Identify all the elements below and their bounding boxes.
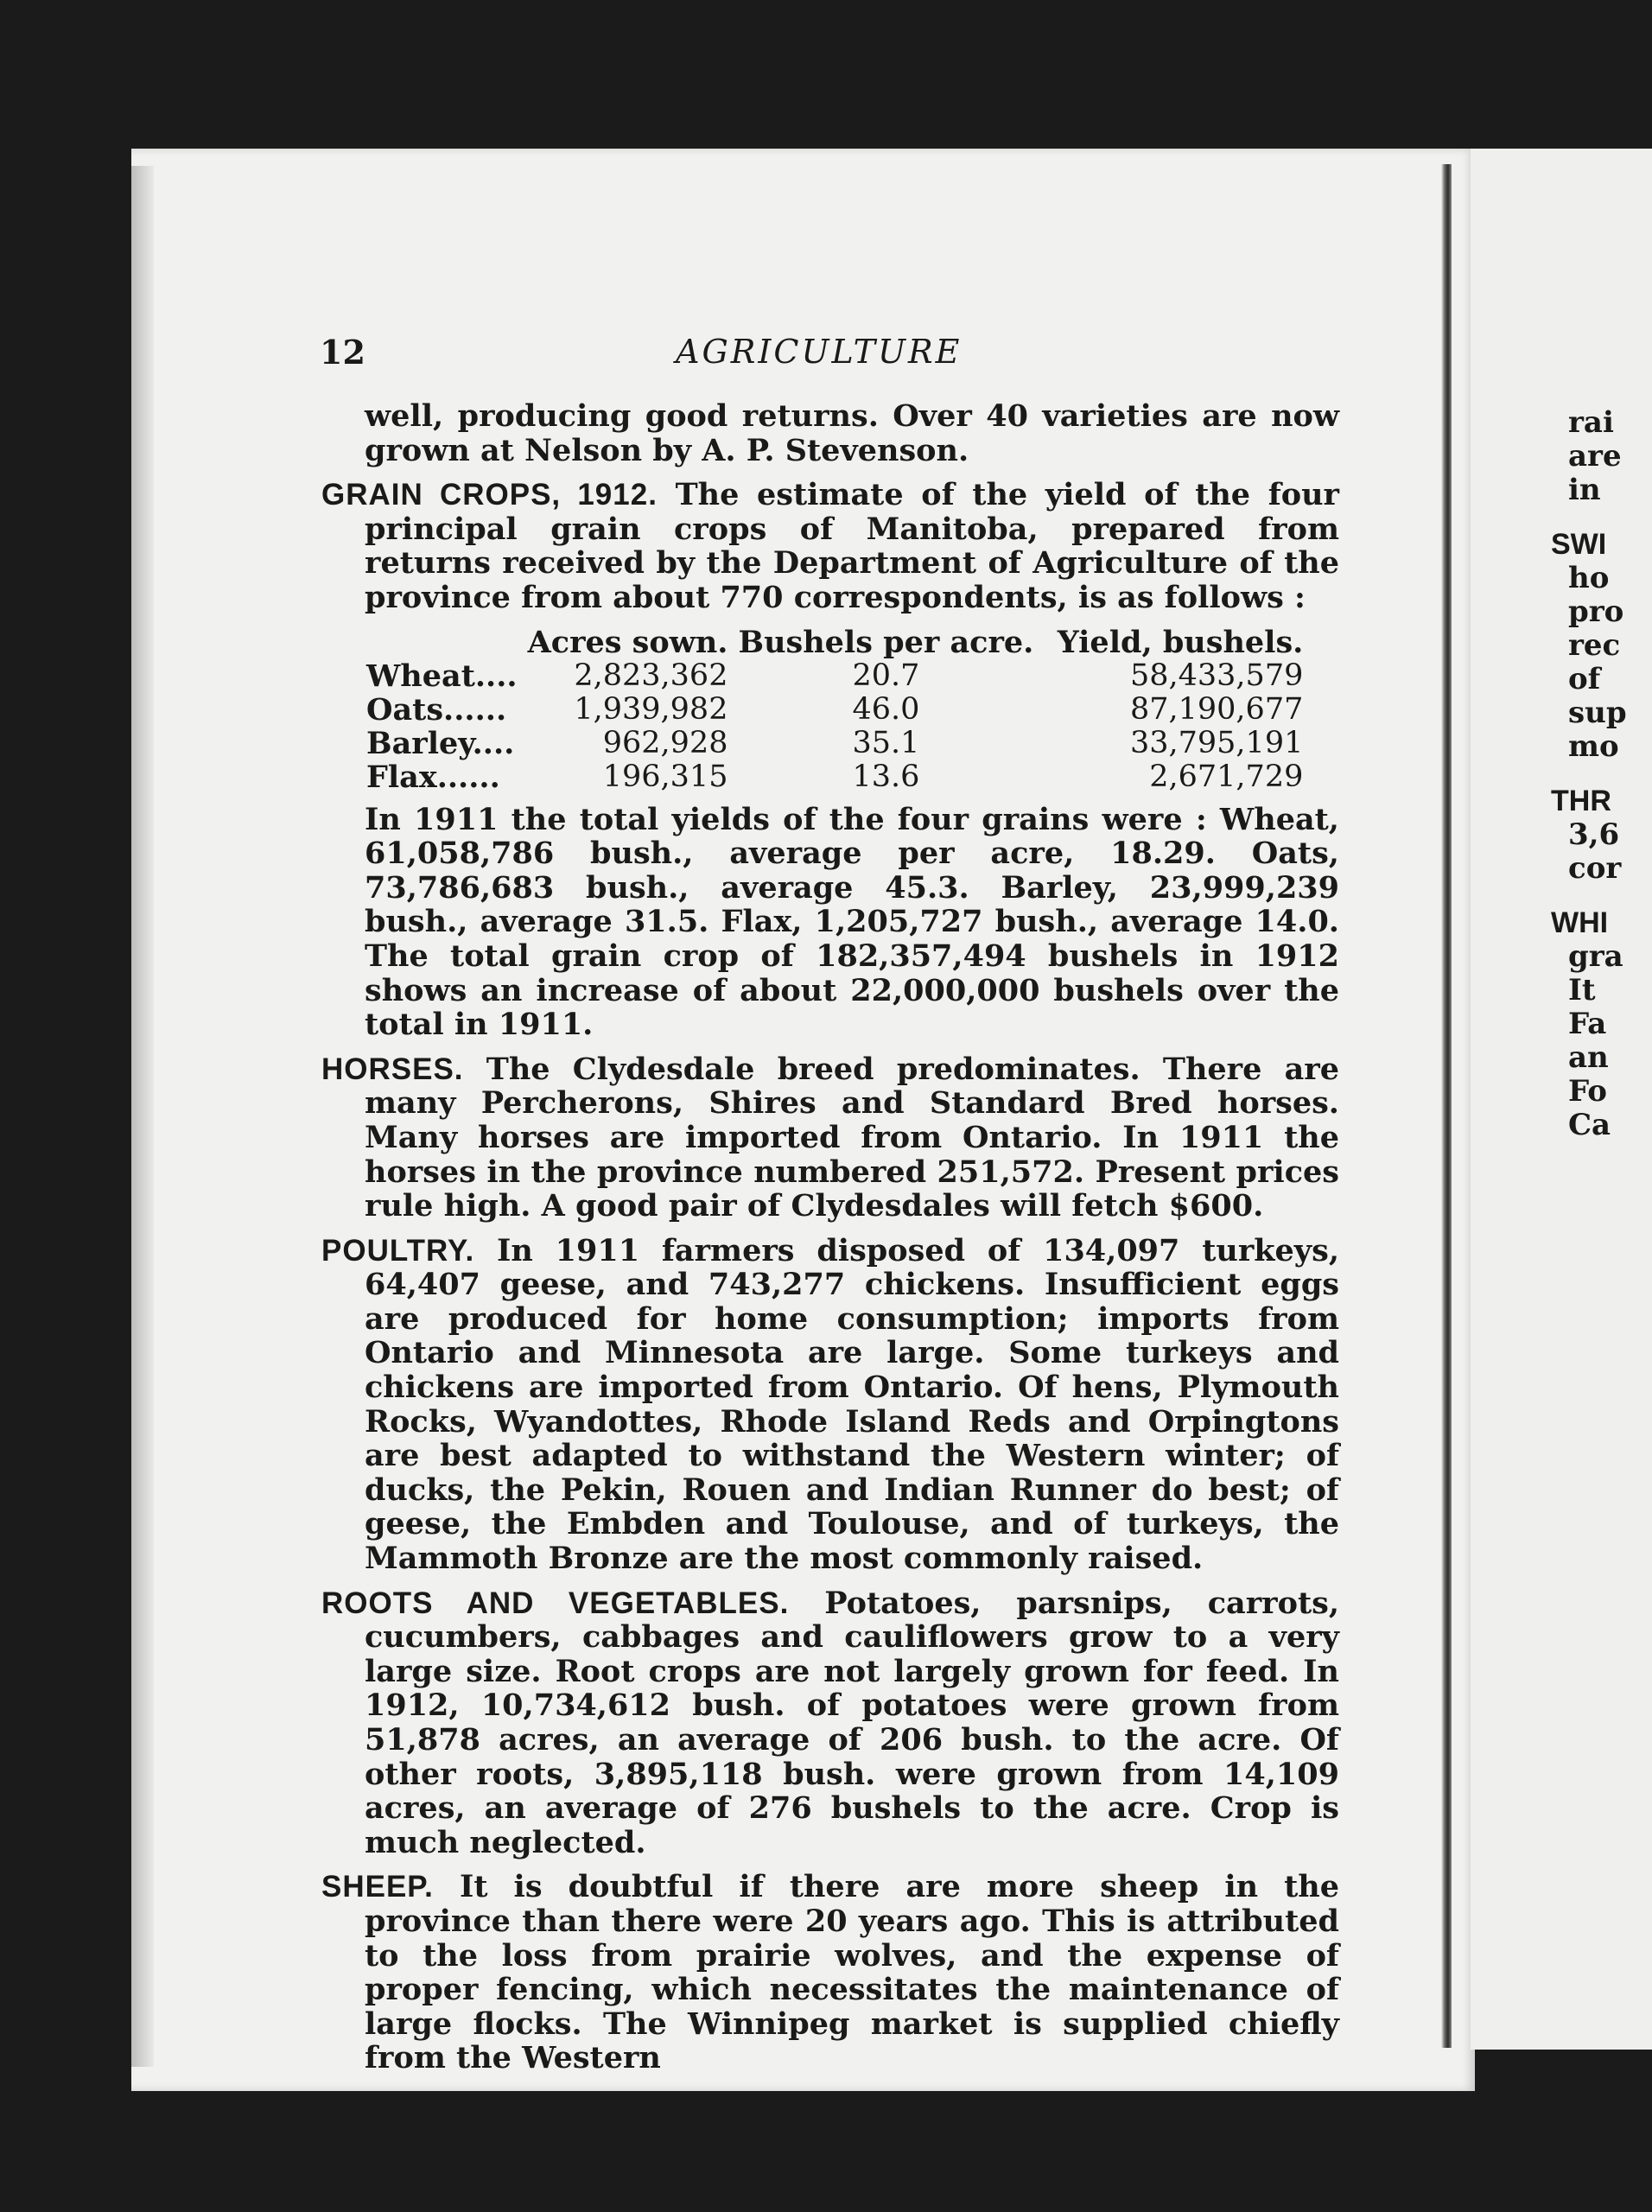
- running-head: [320, 333, 1270, 385]
- sheep-paragraph: [321, 1870, 1339, 2075]
- yield-bushels: 2,671,729: [1149, 759, 1304, 794]
- facing-line: rai: [1568, 405, 1614, 440]
- intro-paragraph: well, producing good returns. Over 40 varieties are now grown at Nelson by A. P. Stevenson.: [365, 398, 1339, 468]
- table-row: [361, 693, 1308, 727]
- facing-line: gra: [1568, 939, 1623, 974]
- facing-line: an: [1568, 1040, 1609, 1075]
- page-number: 12: [320, 333, 365, 372]
- table-header-crop: [361, 626, 523, 659]
- facing-line: ho: [1568, 561, 1610, 595]
- bushels-per-acre: 46.0: [852, 691, 920, 727]
- facing-gap: [1568, 764, 1652, 785]
- bushels-per-acre: 20.7: [852, 658, 920, 693]
- table-header-yield: Yield, bushels.: [1057, 624, 1304, 660]
- facing-gap: [1568, 886, 1652, 906]
- facing-line: pro: [1568, 594, 1624, 629]
- table-row: [361, 659, 1308, 693]
- page-body: [321, 399, 1339, 2086]
- table-header-acres: Acres sown.: [527, 624, 728, 660]
- grain-1911-paragraph: In 1911 the total yields of the four grains were : Wheat, 61,058,786 bush., average per acre, 18.29. Oats, 73,786,683 bush., average 45.3. Barley, 23,999,239 bush., average 31.5. Flax, 1,205,727 bush., average 14.0. The total grain crop of 182,357,494 bushels in 1912 shows an increase of about 22,000,000 bushels over the total in 1911.: [365, 801, 1339, 1043]
- facing-line: cor: [1568, 851, 1622, 886]
- facing-line: It: [1568, 973, 1596, 1007]
- crop-name: Flax......: [366, 759, 500, 795]
- facing-page-text: [1551, 405, 1652, 1142]
- facing-heading: SWI: [1551, 528, 1607, 561]
- yield-bushels: 58,433,579: [1129, 658, 1304, 693]
- facing-line: mo: [1568, 729, 1619, 764]
- facing-line: sup: [1568, 696, 1627, 730]
- yield-bushels: 87,190,677: [1129, 691, 1304, 727]
- acres-sown: 1,939,982: [574, 691, 728, 727]
- poultry-paragraph: [321, 1234, 1339, 1576]
- sheep-text: It is doubtful if there are more sheep in the province than there were 20 years ago. This is attributed to the loss from prairie wolves, and the expense of proper fencing, which necessitates the maintenance of large flocks. The Winnipeg market is supplied chiefly from the Western: [365, 1869, 1340, 2076]
- table-header-bpa: Bushels per acre.: [738, 624, 1034, 660]
- facing-line: rec: [1568, 628, 1621, 663]
- grain-crops-paragraph: [321, 478, 1339, 614]
- bushels-per-acre: 35.1: [852, 725, 920, 760]
- page-heading: AGRICULTURE: [676, 333, 963, 371]
- facing-line: 3,6: [1568, 817, 1620, 852]
- roots-text: Potatoes, parsnips, carrots, cucumbers, cabbages and cauliflowers grow to a very large size. Root crops are not largely grown for feed. In 1912, 10,734,612 bush. of potatoes were grown from 51,878 acres, an average of 206 bush. to the acre. Of other roots, 3,895,118 bush. were grown from 14,109 acres, an average of 276 bushels to the acre. Crop is much neglected.: [365, 1585, 1340, 1860]
- book-gutter: [1441, 164, 1452, 2048]
- yield-bushels: 33,795,191: [1129, 725, 1304, 760]
- facing-line: Ca: [1568, 1108, 1611, 1142]
- facing-line: Fo: [1568, 1074, 1607, 1109]
- grain-crops-table: [361, 626, 1308, 794]
- facing-line: of: [1568, 662, 1601, 696]
- acres-sown: 196,315: [602, 759, 728, 794]
- crop-name: Wheat....: [366, 658, 518, 694]
- horses-text: The Clydesdale breed predominates. There are many Percherons, Shires and Standard Bred horses. Many horses are imported from Ontario. In 1911 the horses in the province numbered 251,572. Present prices rule high. A good pair of Clydesdales will fetch $600.: [365, 1051, 1339, 1224]
- acres-sown: 2,823,362: [574, 658, 728, 693]
- roots-paragraph: [321, 1586, 1339, 1860]
- grain-crops-heading: GRAIN CROPS, 1912.: [321, 478, 658, 512]
- poultry-text: In 1911 farmers disposed of 134,097 turkeys, 64,407 geese, and 743,277 chickens. Insufficient eggs are produced for home consumption; imports from Ontario and Minnesota are large. Some turkeys and chickens are imported from Ontario. Of hens, Plymouth Rocks, Wyandottes, Rhode Island Reds and Orpingtons are best adapted to withstand the Western winter; of ducks, the Pekin, Rouen and Indian Runner do best; of geese, the Embden and Toulouse, and of turkeys, the Mammoth Bronze are the most commonly raised.: [365, 1232, 1340, 1577]
- bushels-per-acre: 13.6: [852, 759, 920, 794]
- poultry-heading: POULTRY.: [321, 1233, 475, 1268]
- facing-line: are: [1568, 439, 1622, 474]
- table-row: [361, 727, 1308, 760]
- roots-heading: ROOTS AND VEGETABLES.: [321, 1586, 790, 1620]
- acres-sown: 962,928: [602, 725, 728, 760]
- facing-heading: WHI: [1551, 906, 1609, 939]
- facing-line: Fa: [1568, 1007, 1607, 1041]
- facing-heading: THR: [1551, 785, 1611, 817]
- facing-line: in: [1568, 473, 1601, 507]
- crop-name: Barley....: [366, 725, 515, 761]
- table-row: [361, 760, 1308, 794]
- sheep-heading: SHEEP.: [321, 1870, 434, 1904]
- facing-gap: [1568, 507, 1652, 528]
- crop-name: Oats......: [366, 691, 507, 728]
- horses-paragraph: [321, 1052, 1339, 1224]
- grain-crops-text: The estimate of the yield of the four principal grain crops of Manitoba, prepared from returns received by the Department of Agriculture of the province from about 770 correspondents, is as follows :: [365, 477, 1340, 615]
- horses-heading: HORSES.: [321, 1052, 464, 1086]
- table-header-row: [361, 626, 1308, 659]
